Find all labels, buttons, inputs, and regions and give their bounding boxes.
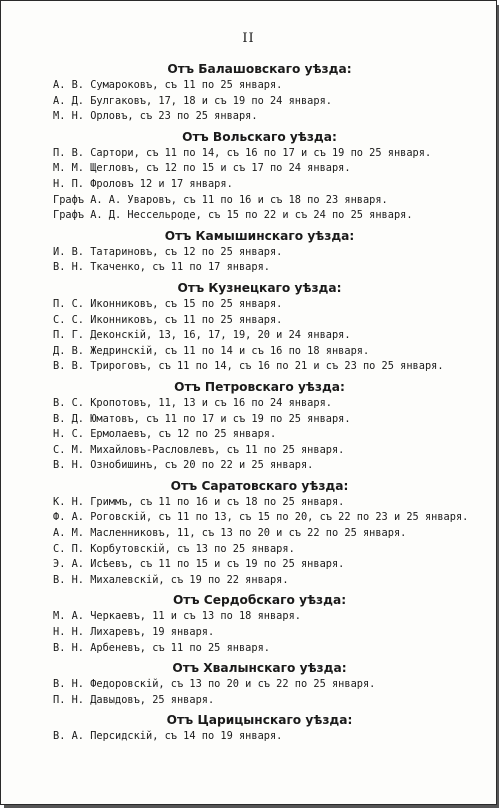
attendee-entry: С. С. Иконниковъ, съ 11 по 25 января.: [53, 313, 283, 326]
attendee-entry: Н. Н. Лихаревъ, 19 января.: [53, 626, 215, 639]
district-section: [53, 378, 466, 477]
district-section: [53, 227, 466, 279]
attendee-entry: М. Н. Орловъ, съ 23 по 25 января.: [53, 110, 258, 123]
attendee-entry: С. П. Корбутовскій, съ 13 по 25 января.: [53, 542, 295, 555]
section-gap: [53, 745, 466, 748]
attendee-entry: Д. В. Жедринскій, съ 11 по 14 и съ 16 по 18 января.: [53, 344, 370, 357]
attendee-entry: Ф. А. Роговскій, съ 11 по 13, съ 15 по 20, съ 22 по 23 и 25 января.: [53, 511, 469, 524]
district-heading: Отъ Балашовскаго уѣзда:: [167, 62, 352, 76]
attendee-entry: И. В. Татариновъ, съ 12 по 25 января.: [53, 245, 283, 258]
attendee-entry: П. В. Сартори, съ 11 по 14, съ 16 по 17 и съ 19 по 25 января.: [53, 146, 432, 159]
attendee-entry: К. Н. Гриммъ, съ 11 по 16 и съ 18 по 25 января.: [53, 495, 345, 508]
district-section: [53, 591, 466, 659]
attendee-entry: М. М. Щегловъ, съ 12 по 15 и съ 17 по 24 января.: [53, 162, 351, 175]
attendee-entry: П. Г. Деконскій, 13, 16, 17, 19, 20 и 24 января.: [53, 329, 351, 342]
district-section: [53, 477, 469, 592]
attendance-list: [53, 60, 469, 748]
district-heading: Отъ Кузнецкаго уѣзда:: [177, 280, 342, 295]
attendee-entry: В. Д. Юматовъ, съ 11 по 17 и съ 19 по 25 января.: [53, 412, 351, 425]
attendee-entry: В. Н. Ткаченко, съ 11 по 17 января.: [53, 261, 270, 274]
attendee-entry: А. М. Масленниковъ, 11, съ 13 по 20 и съ 22 по 25 января.: [53, 527, 407, 540]
district-heading: Отъ Хвалынскаго уѣзда:: [172, 661, 347, 676]
district-heading: Отъ Петровскаго уѣзда:: [174, 379, 345, 394]
attendee-entry: П. Н. Давыдовъ, 25 января.: [53, 693, 215, 706]
attendee-entry: С. М. Михайловъ-Расловлевъ, съ 11 по 25 января.: [53, 443, 345, 456]
attendee-entry: Э. А. Исѣевъ, съ 11 по 15 и съ 19 по 25 января.: [53, 558, 345, 571]
attendee-entry: В. Н. Арбеневъ, съ 11 по 25 января.: [53, 641, 270, 654]
attendee-entry: Графъ А. А. Уваровъ, съ 11 по 16 и съ 18 по 23 января.: [53, 193, 388, 206]
attendee-entry: В. А. Персидскій, съ 14 по 19 января.: [53, 730, 283, 743]
district-heading: Отъ Сердобскаго уѣзда:: [172, 593, 347, 608]
page-number: II: [242, 31, 255, 46]
district-section: [53, 60, 466, 128]
attendee-entry: Н. П. Фроловъ 12 и 17 января.: [53, 177, 233, 190]
attendee-entry: М. А. Черкаевъ, 11 и съ 13 по 18 января.: [53, 610, 301, 623]
attendee-entry: Н. С. Ермолаевъ, съ 12 по 25 января.: [53, 428, 277, 441]
attendee-entry: А. Д. Булгаковъ, 17, 18 и съ 19 по 24 января.: [53, 94, 332, 107]
attendee-entry: Графъ А. Д. Нессельроде, съ 15 по 22 и съ 24 по 25 января.: [53, 209, 413, 222]
attendee-entry: А. В. Сумароковъ, съ 11 по 25 января.: [53, 79, 283, 91]
district-heading: Отъ Вольскаго уѣзда:: [182, 129, 337, 144]
district-section: [53, 711, 466, 748]
district-section: [53, 128, 466, 227]
attendee-entry: В. Н. Михалевскій, съ 19 по 22 января.: [53, 573, 289, 586]
district-heading: Отъ Камышинскаго уѣзда:: [164, 228, 355, 243]
attendee-entry: В. Н. Ознобишинъ, съ 20 по 22 и 25 января.: [53, 459, 314, 472]
district-heading: Отъ Саратовскаго уѣзда:: [170, 478, 349, 493]
attendee-entry: В. Н. Федоровскій, съ 13 по 20 и съ 22 по 25 января.: [53, 678, 376, 691]
district-section: [53, 279, 466, 378]
attendee-entry: В. С. Кропотовъ, 11, 13 и съ 16 по 24 января.: [53, 396, 332, 409]
attendee-entry: П. С. Иконниковъ, съ 15 по 25 января.: [53, 297, 283, 310]
district-section: [53, 659, 466, 711]
district-heading: Отъ Царицынскаго уѣзда:: [166, 713, 353, 728]
attendee-entry: В. В. Трироговъ, съ 11 по 14, съ 16 по 21 и съ 23 по 25 января.: [53, 360, 444, 373]
